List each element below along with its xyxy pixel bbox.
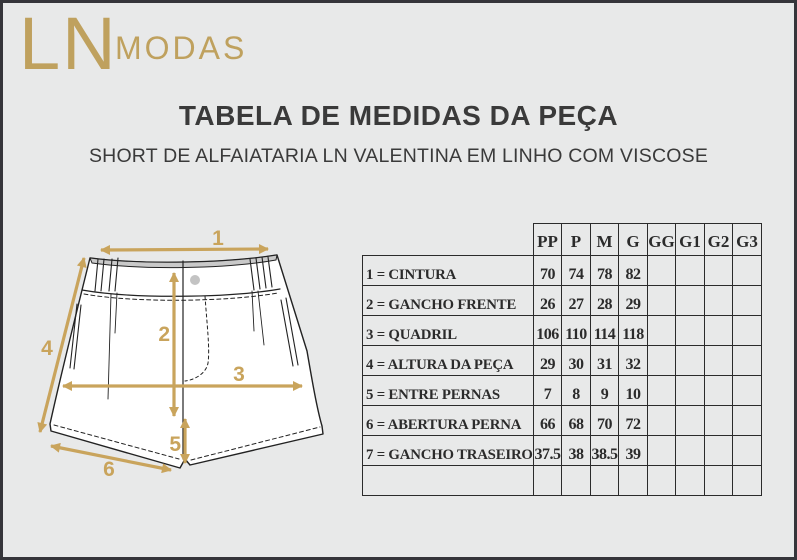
measure-label-cell: 3 = QUADRIL <box>363 316 534 346</box>
value-cell: 10 <box>619 376 648 406</box>
value-cell: 66 <box>533 406 562 436</box>
table-row <box>363 346 762 376</box>
value-cell <box>647 346 676 376</box>
measure-label-cell: 1 = CINTURA <box>363 256 534 286</box>
value-cell <box>676 286 705 316</box>
value-cell: 39 <box>619 436 648 466</box>
size-col-header: PP <box>533 224 562 256</box>
value-cell <box>647 286 676 316</box>
measure-label-cell: 2 = GANCHO FRENTE <box>363 286 534 316</box>
measure-label-cell: 5 = ENTRE PERNAS <box>363 376 534 406</box>
value-cell: 38.5 <box>590 436 619 466</box>
value-cell: 68 <box>562 406 591 436</box>
value-cell: 72 <box>619 406 648 436</box>
value-cell <box>676 436 705 466</box>
value-cell <box>704 346 733 376</box>
table-row <box>363 286 762 316</box>
value-cell <box>619 466 648 496</box>
value-cell <box>704 316 733 346</box>
value-cell: 106 <box>533 316 562 346</box>
size-col-header: G1 <box>676 224 705 256</box>
value-cell <box>704 436 733 466</box>
table-row <box>363 376 762 406</box>
value-cell: 32 <box>619 346 648 376</box>
value-cell: 38 <box>562 436 591 466</box>
measure-label-3: 3 <box>233 363 245 386</box>
table-row <box>363 436 762 466</box>
value-cell <box>704 376 733 406</box>
value-cell <box>590 466 619 496</box>
size-col-header: GG <box>647 224 676 256</box>
measure-label-cell: 7 = GANCHO TRASEIRO <box>363 436 534 466</box>
value-cell <box>647 436 676 466</box>
measure-label-cell: 4 = ALTURA DA PEÇA <box>363 346 534 376</box>
value-cell <box>647 256 676 286</box>
value-cell <box>733 346 762 376</box>
table-row <box>363 406 762 436</box>
value-cell: 114 <box>590 316 619 346</box>
value-cell <box>676 256 705 286</box>
value-cell: 74 <box>562 256 591 286</box>
brand-logo-initials: LN <box>19 2 118 85</box>
value-cell: 70 <box>590 406 619 436</box>
measure-label-cell: 6 = ABERTURA PERNA <box>363 406 534 436</box>
value-cell: 9 <box>590 376 619 406</box>
value-cell: 26 <box>533 286 562 316</box>
value-cell: 8 <box>562 376 591 406</box>
value-cell <box>704 406 733 436</box>
value-cell <box>676 466 705 496</box>
value-cell <box>676 376 705 406</box>
value-cell <box>676 346 705 376</box>
measure-label-4: 4 <box>41 337 53 360</box>
value-cell <box>733 256 762 286</box>
size-header-row <box>363 224 762 256</box>
value-cell: 30 <box>562 346 591 376</box>
value-cell <box>733 376 762 406</box>
header-spacer-cell <box>363 224 534 256</box>
value-cell <box>704 256 733 286</box>
page-title: TABELA DE MEDIDAS DA PEÇA <box>178 100 619 131</box>
size-col-header: P <box>562 224 591 256</box>
value-cell: 29 <box>533 346 562 376</box>
size-col-header: M <box>590 224 619 256</box>
value-cell <box>647 466 676 496</box>
measure-label-1: 1 <box>212 227 224 250</box>
value-cell <box>704 466 733 496</box>
measure-arrow-1 <box>101 249 268 250</box>
table-row <box>363 316 762 346</box>
size-col-header: G3 <box>733 224 762 256</box>
value-cell <box>733 316 762 346</box>
table-row <box>363 256 762 286</box>
measure-label-cell <box>363 466 534 496</box>
value-cell <box>733 406 762 436</box>
value-cell <box>647 376 676 406</box>
measure-label-6: 6 <box>103 458 115 481</box>
button <box>190 275 200 285</box>
value-cell <box>533 466 562 496</box>
product-subtitle: SHORT DE ALFAIATARIA LN VALENTINA EM LINHO COM VISCOSE <box>88 145 709 167</box>
value-cell <box>647 406 676 436</box>
value-cell <box>676 406 705 436</box>
value-cell: 27 <box>562 286 591 316</box>
value-cell: 118 <box>619 316 648 346</box>
size-col-header: G <box>619 224 648 256</box>
value-cell: 31 <box>590 346 619 376</box>
value-cell <box>562 466 591 496</box>
brand-logo-word: MODAS <box>115 30 248 66</box>
size-col-header: G2 <box>704 224 733 256</box>
value-cell <box>647 316 676 346</box>
brand-logo <box>3 3 283 93</box>
value-cell: 82 <box>619 256 648 286</box>
value-cell: 110 <box>562 316 591 346</box>
value-cell: 29 <box>619 286 648 316</box>
value-cell: 28 <box>590 286 619 316</box>
value-cell: 70 <box>533 256 562 286</box>
value-cell: 7 <box>533 376 562 406</box>
measure-label-2: 2 <box>158 323 170 346</box>
value-cell <box>704 286 733 316</box>
value-cell <box>733 466 762 496</box>
value-cell <box>733 286 762 316</box>
measurements-table <box>362 223 762 496</box>
shorts-sketch <box>23 213 353 503</box>
value-cell: 78 <box>590 256 619 286</box>
value-cell <box>733 436 762 466</box>
value-cell: 37.5 <box>533 436 562 466</box>
table-row-empty <box>363 466 762 496</box>
measure-label-5: 5 <box>169 433 181 456</box>
value-cell <box>676 316 705 346</box>
